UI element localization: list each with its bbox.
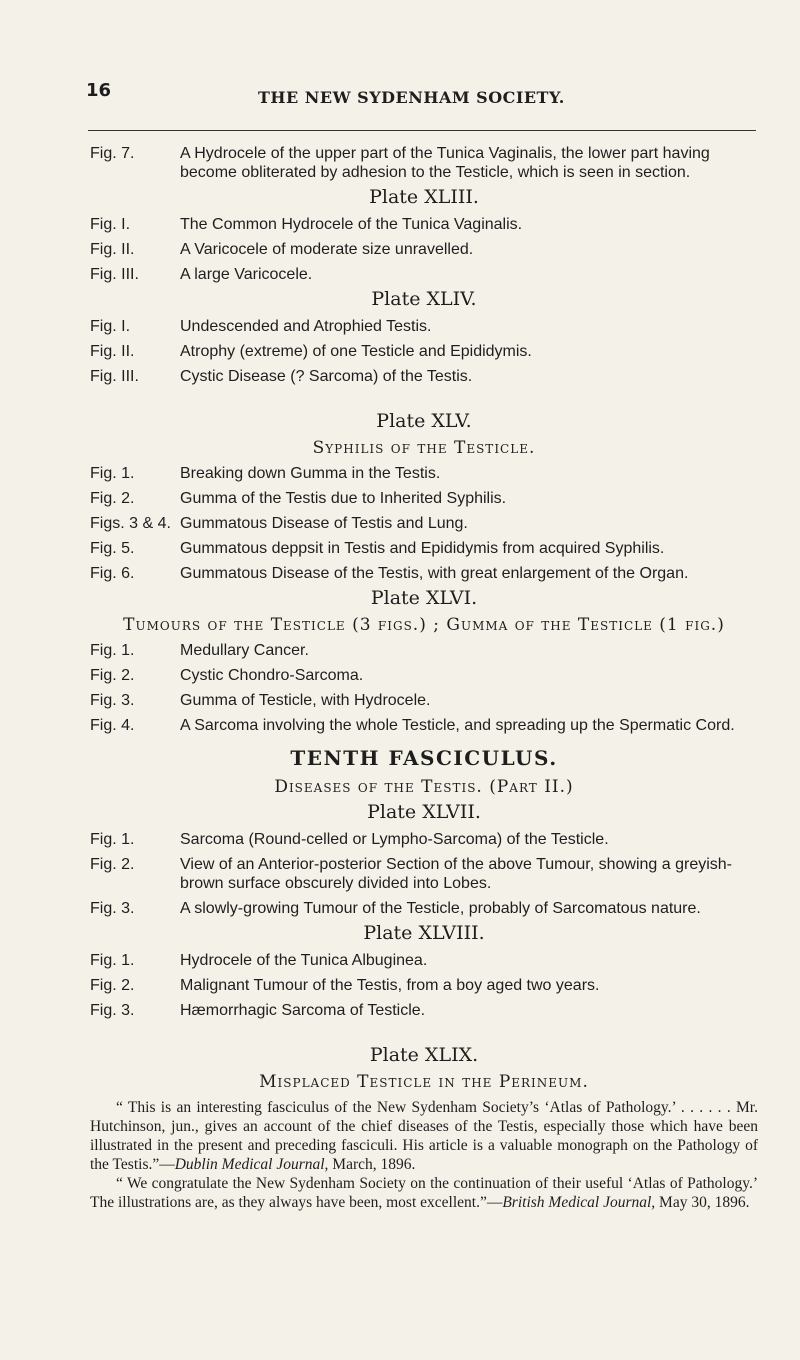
- figure-entry: [90, 464, 758, 483]
- review-quote: [90, 1098, 758, 1174]
- figure-entry: [90, 342, 758, 361]
- plate-title: Plate XLIV.: [371, 288, 477, 310]
- plate-title: Plate XLIX.: [369, 1044, 479, 1066]
- figure-caption: Cystic Disease (? Sarcoma) of the Testis.: [180, 368, 473, 385]
- figure-entry: [90, 716, 758, 735]
- page-number: 16: [86, 80, 112, 101]
- figure-caption: Gummatous deppsit in Testis and Epididymis from acquired Syphilis.: [180, 540, 665, 557]
- figure-label: Fig. 7.: [90, 145, 135, 162]
- figure-caption: Malignant Tumour of the Testis, from a boy aged two years.: [180, 977, 600, 994]
- header-rule: [88, 130, 756, 131]
- figure-entry: [90, 951, 758, 970]
- figure-caption: Breaking down Gumma in the Testis.: [180, 465, 441, 482]
- figure-label: Fig. I.: [90, 318, 131, 335]
- figure-entry: [90, 1001, 758, 1020]
- figure-entry: [90, 830, 758, 849]
- figure-label: Fig. 1.: [90, 952, 135, 969]
- figure-caption: Gumma of the Testis due to Inherited Syphilis.: [180, 490, 507, 507]
- page-content: [90, 144, 758, 1212]
- figure-caption: The Common Hydrocele of the Tunica Vaginalis.: [180, 216, 523, 233]
- figure-label: Fig. III.: [90, 266, 139, 283]
- figure-entry: [90, 976, 758, 995]
- figure-label: Fig. 6.: [90, 565, 135, 582]
- figure-label: Fig. 2.: [90, 667, 135, 684]
- review-text: “ We congratulate the New Sydenham Society on the continuation of their useful ‘Atlas of Pathology.’ The illustrations are, as they always have been, most excellent.”—: [90, 1175, 758, 1211]
- figure-label: Fig. II.: [90, 241, 135, 258]
- plate-subtitle: Tumours of the Testicle (3 figs.) ; Gumma of the Testicle (1 fig.): [123, 615, 725, 635]
- figure-entry: [90, 539, 758, 558]
- figure-entry: [90, 691, 758, 710]
- figure-caption: Gummatous Disease of Testis and Lung.: [180, 515, 468, 532]
- figure-entry: [90, 855, 758, 893]
- figure-label: Fig. 2.: [90, 977, 135, 994]
- figure-label: Figs. 3 & 4.: [90, 515, 171, 532]
- figure-entry: [90, 514, 758, 533]
- review-source: Dublin Medical Journal,: [174, 1156, 329, 1173]
- plate-subtitle: Syphilis of the Testicle.: [312, 438, 536, 458]
- figure-caption: A Hydrocele of the upper part of the Tunica Vaginalis, the lower part having become obliterated by adhesion to the Testicle, which is seen in section.: [180, 145, 710, 181]
- figure-label: Fig. I.: [90, 216, 131, 233]
- review-source: British Medical Journal,: [502, 1194, 656, 1211]
- figure-label: Fig. 3.: [90, 1002, 135, 1019]
- figure-caption: Undescended and Atrophied Testis.: [180, 318, 432, 335]
- figure-caption: A Varicocele of moderate size unravelled.: [180, 241, 474, 258]
- figure-label: Fig. 4.: [90, 717, 135, 734]
- figure-entry: [90, 367, 758, 386]
- plate-subtitle: Misplaced Testicle in the Perineum.: [259, 1072, 589, 1092]
- figure-label: Fig. 1.: [90, 465, 135, 482]
- figure-label: Fig. III.: [90, 368, 139, 385]
- figure-caption: Atrophy (extreme) of one Testicle and Epididymis.: [180, 343, 532, 360]
- figure-label: Fig. 2.: [90, 490, 135, 507]
- figure-entry: [90, 899, 758, 918]
- figure-caption: View of an Anterior-posterior Section of the above Tumour, showing a greyish-brown surface obscurely divided into Lobes.: [180, 856, 733, 892]
- figure-caption: Gumma of Testicle, with Hydrocele.: [180, 692, 431, 709]
- figure-label: Fig. 5.: [90, 540, 135, 557]
- figure-label: Fig. 3.: [90, 692, 135, 709]
- running-head: THE NEW SYDENHAM SOCIETY.: [258, 88, 565, 107]
- figure-caption: A large Varicocele.: [180, 266, 313, 283]
- review-quote: [90, 1174, 758, 1212]
- figure-entry: [90, 144, 758, 182]
- figure-entry: [90, 215, 758, 234]
- review-date: March, 1896.: [328, 1156, 416, 1173]
- figure-entry: [90, 265, 758, 284]
- plate-title: Plate XLV.: [376, 410, 472, 432]
- figure-caption: Cystic Chondro-Sarcoma.: [180, 667, 364, 684]
- figure-caption: Gummatous Disease of the Testis, with great enlargement of the Organ.: [180, 565, 689, 582]
- figure-caption: Hæmorrhagic Sarcoma of Testicle.: [180, 1002, 426, 1019]
- figure-label: Fig. 1.: [90, 831, 135, 848]
- plate-title: Plate XLVIII.: [363, 922, 485, 944]
- fasciculus-title: TENTH FASCICULUS.: [290, 746, 558, 770]
- figure-label: Fig. 3.: [90, 900, 135, 917]
- figure-caption: Hydrocele of the Tunica Albuginea.: [180, 952, 428, 969]
- figure-entry: [90, 641, 758, 660]
- figure-entry: [90, 564, 758, 583]
- plate-title: Plate XLVI.: [370, 587, 478, 609]
- plate-title: Plate XLIII.: [369, 186, 479, 208]
- figure-caption: A slowly-growing Tumour of the Testicle, probably of Sarcomatous nature.: [180, 900, 701, 917]
- plate-title: Plate XLVII.: [367, 801, 481, 823]
- figure-label: Fig. II.: [90, 343, 135, 360]
- figure-entry: [90, 666, 758, 685]
- figure-label: Fig. 1.: [90, 642, 135, 659]
- figure-entry: [90, 240, 758, 259]
- review-date: May 30, 1896.: [655, 1194, 750, 1211]
- figure-entry: [90, 317, 758, 336]
- fasciculus-subtitle: Diseases of the Testis. (Part II.): [274, 777, 574, 797]
- figure-caption: A Sarcoma involving the whole Testicle, and spreading up the Spermatic Cord.: [180, 717, 735, 734]
- figure-label: Fig. 2.: [90, 856, 135, 873]
- page-header: [86, 80, 766, 108]
- figure-caption: Sarcoma (Round-celled or Lympho-Sarcoma) of the Testicle.: [180, 831, 609, 848]
- figure-entry: [90, 489, 758, 508]
- figure-caption: Medullary Cancer.: [180, 642, 309, 659]
- review-text: “ This is an interesting fasciculus of the New Sydenham Society’s ‘Atlas of Pathology.’ . . . . . . Mr. Hutchinson, jun., gives an account of the chief diseases of the Testis, especially those which have been illustrated in the present and preceding fasciculi. His article is a valuable monograph on the Pathology of the Testis.”—: [90, 1099, 758, 1173]
